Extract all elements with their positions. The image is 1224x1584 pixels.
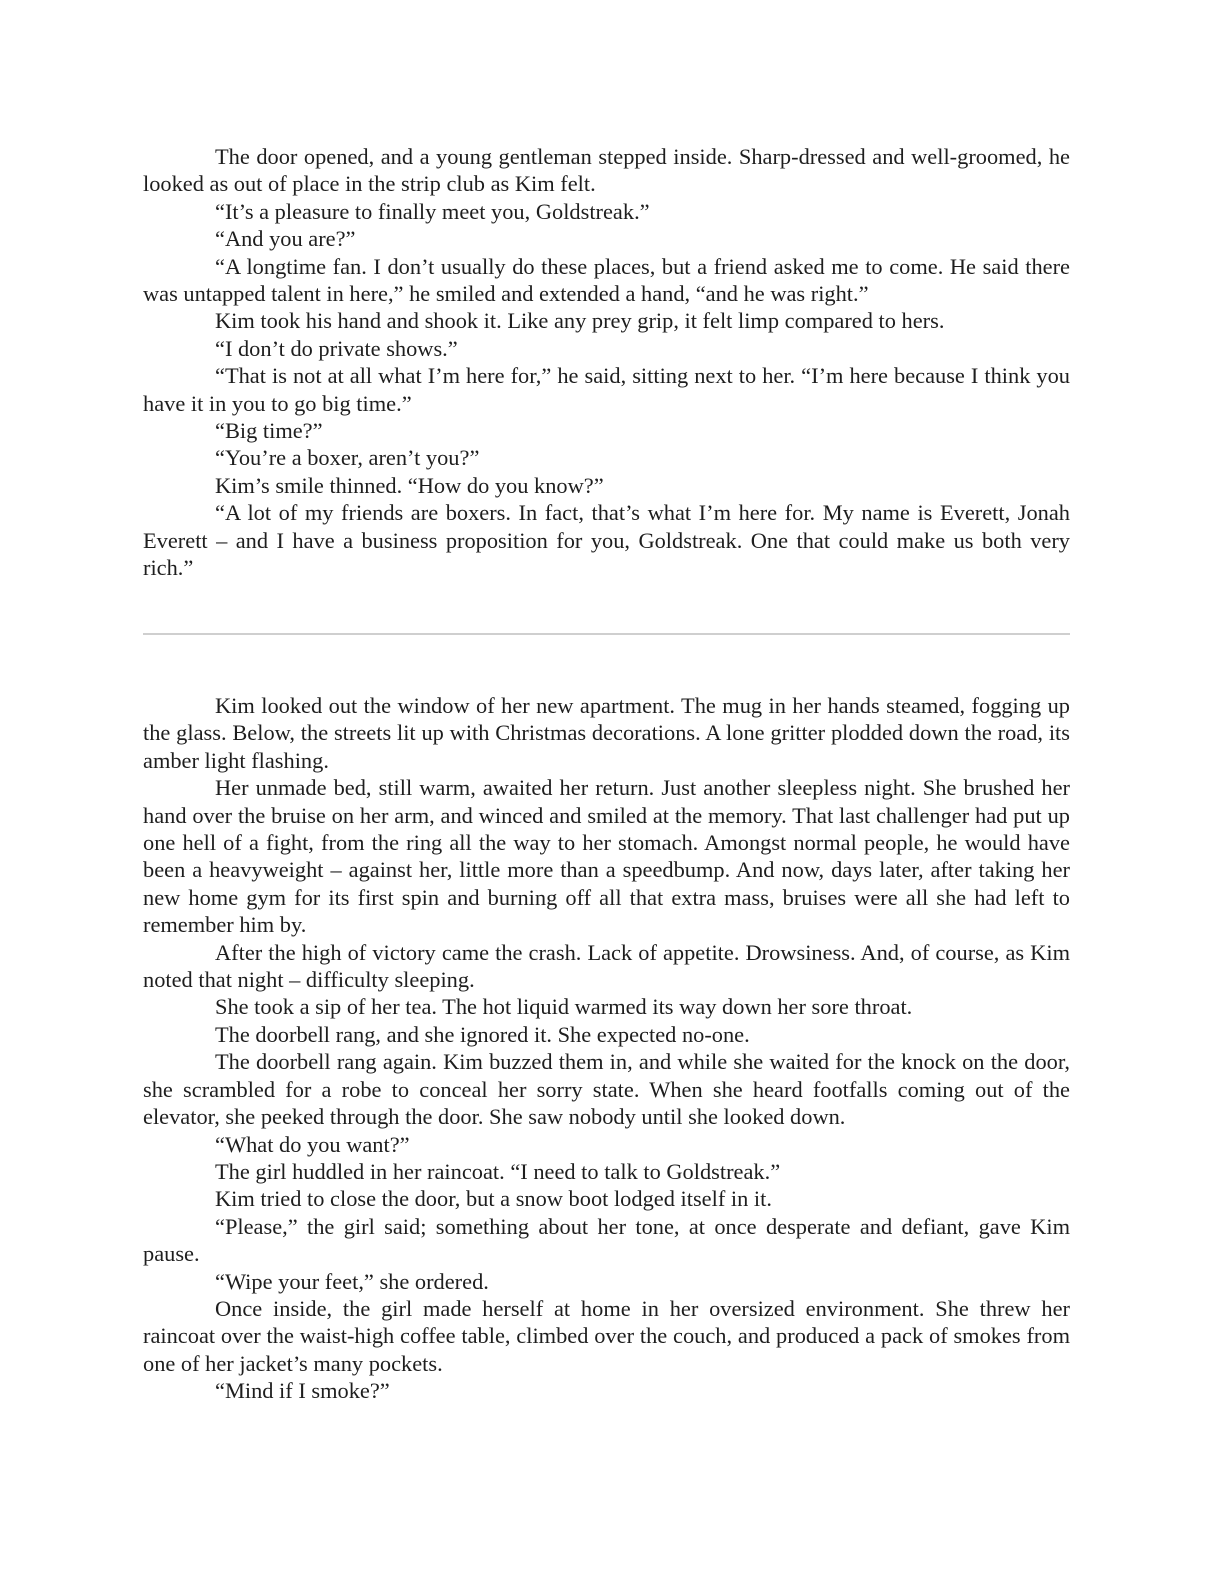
paragraph: “You’re a boxer, aren’t you?”: [215, 445, 480, 471]
paragraph: Kim’s smile thinned. “How do you know?”: [215, 472, 604, 498]
paragraph: “Big time?”: [215, 418, 323, 444]
paragraph: Kim tried to close the door, but a snow boot lodged itself in it.: [215, 1186, 772, 1212]
paragraph: “A lot of my friends are boxers. In fact, that’s what I’m here for. My name is Everett, Jonah Everett – and I have a business proposition for you, Goldstreak. One that could make us both very rich.”: [143, 500, 1070, 581]
paragraph: The door opened, and a young gentleman stepped inside. Sharp-dressed and well-groomed, he looked as out of place in the strip club as Kim felt.: [143, 144, 1070, 197]
section-divider: [143, 633, 1070, 635]
paragraph: “And you are?”: [215, 226, 356, 252]
paragraph: The doorbell rang, and she ignored it. She expected no-one.: [215, 1021, 750, 1047]
paragraph: “A longtime fan. I don’t usually do these places, but a friend asked me to come. He said there was untapped talent in here,” he smiled and extended a hand, “and he was right.”: [143, 253, 1070, 307]
paragraph: Once inside, the girl made herself at home in her oversized environment. She threw her raincoat over the waist-high coffee table, climbed over the couch, and produced a pack of smokes from one of her jacket’s many pockets.: [143, 1295, 1070, 1376]
story-section-two: [143, 692, 1070, 1405]
paragraph: “It’s a pleasure to finally meet you, Goldstreak.”: [215, 198, 650, 224]
paragraph: She took a sip of her tea. The hot liquid warmed its way down her sore throat.: [215, 994, 913, 1020]
story-section-one: [143, 143, 1070, 582]
paragraph: After the high of victory came the crash. Lack of appetite. Drowsiness. And, of course, as Kim noted that night – difficulty sleeping.: [143, 939, 1070, 993]
paragraph: Kim took his hand and shook it. Like any prey grip, it felt limp compared to hers.: [215, 308, 945, 334]
paragraph: Her unmade bed, still warm, awaited her return. Just another sleepless night. She brushed her hand over the bruise on her arm, and winced and smiled at the memory. That last challenger had put up one hell of a fight, from the ring all the way to her stomach. Amongst normal people, he would have been a heavyweight – against her, little more than a speedbump. And now, days later, after taking her new home gym for its first spin and burning off all that extra mass, bruises were all she had left to remember him by.: [143, 775, 1070, 938]
paragraph: “What do you want?”: [215, 1131, 410, 1157]
paragraph: “Wipe your feet,” she ordered.: [215, 1268, 489, 1294]
paragraph: The doorbell rang again. Kim buzzed them in, and while she waited for the knock on the door, she scrambled for a robe to conceal her sorry state. When she heard footfalls coming out of the elevator, she peeked through the door. She saw nobody until she looked down.: [143, 1049, 1070, 1130]
paragraph: “Please,” the girl said; something about her tone, at once desperate and defiant, gave Kim pause.: [143, 1213, 1070, 1267]
paragraph: Kim looked out the window of her new apartment. The mug in her hands steamed, fogging up the glass. Below, the streets lit up with Christmas decorations. A lone gritter plodded down the road, its amber light flashing.: [143, 693, 1070, 773]
paragraph: The girl huddled in her raincoat. “I need to talk to Goldstreak.”: [215, 1158, 781, 1184]
paragraph: “I don’t do private shows.”: [215, 335, 458, 361]
paragraph: “That is not at all what I’m here for,” he said, sitting next to her. “I’m here because I think you have it in you to go big time.”: [143, 363, 1070, 416]
paragraph: “Mind if I smoke?”: [215, 1378, 390, 1404]
